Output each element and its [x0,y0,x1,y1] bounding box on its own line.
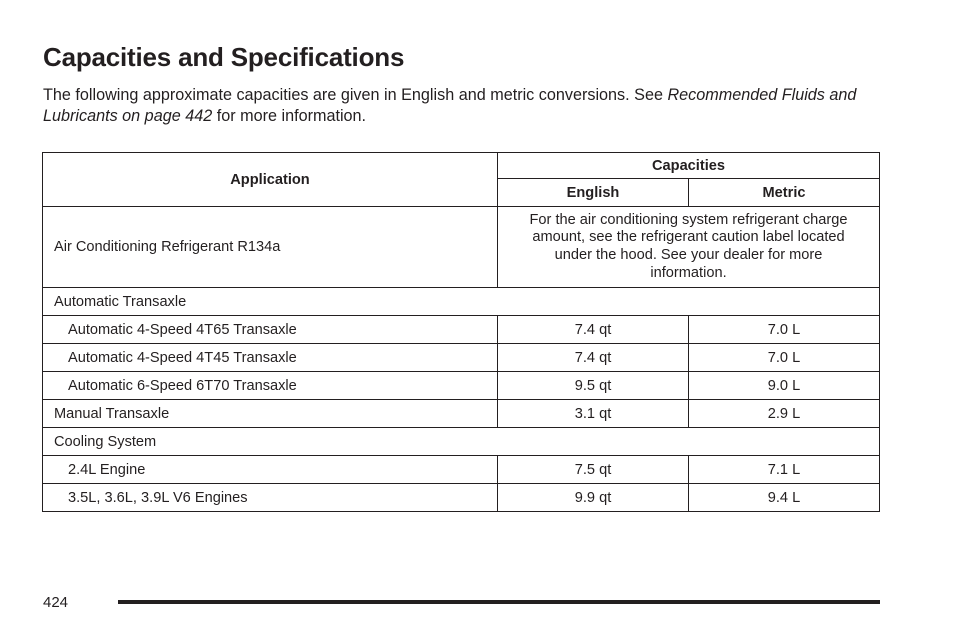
english-cell: 7.4 qt [498,344,689,372]
metric-cell: 2.9 L [689,400,880,428]
metric-cell: 7.0 L [689,316,880,344]
metric-cell: 7.1 L [689,456,880,484]
table-row [43,344,880,372]
intro-paragraph [43,85,873,126]
english-cell: 9.9 qt [498,484,689,512]
application-cell: 3.5L, 3.6L, 3.9L V6 Engines [43,484,498,512]
english-cell: 3.1 qt [498,400,689,428]
table-row [43,400,880,428]
table-row-section [43,428,880,456]
capacities-table [42,152,880,512]
page-title: Capacities and Specifications [43,42,405,72]
metric-cell: 9.4 L [689,484,880,512]
application-cell: Automatic 4-Speed 4T65 Transaxle [43,316,498,344]
header-english: English [498,179,689,207]
page-number: 424 [43,594,69,611]
cross-reference: Recommended Fluids and Lubricants on page 442 [43,86,857,125]
section-label: Cooling System [43,428,880,456]
english-cell: 7.4 qt [498,316,689,344]
header-row [43,153,880,179]
application-cell: Air Conditioning Refrigerant R134a [43,207,498,288]
table-row [43,316,880,344]
section-label: Automatic Transaxle [43,288,880,316]
english-cell: 9.5 qt [498,372,689,400]
footer-rule [118,600,880,604]
english-cell: 7.5 qt [498,456,689,484]
application-cell: Automatic 4-Speed 4T45 Transaxle [43,344,498,372]
table-row-section [43,288,880,316]
table-row [43,484,880,512]
table-row [43,207,880,288]
table-row [43,456,880,484]
application-cell: Automatic 6-Speed 6T70 Transaxle [43,372,498,400]
header-application: Application [43,153,498,207]
capacity-note: For the air conditioning system refrigerant charge amount, see the refrigerant caution label located under the hood. See your dealer for more information. [498,207,880,288]
metric-cell: 7.0 L [689,344,880,372]
table-row [43,372,880,400]
application-cell: 2.4L Engine [43,456,498,484]
application-cell: Manual Transaxle [43,400,498,428]
intro-text: The following approximate capacities are given in English and metric conversions. See [43,86,668,104]
header-capacities: Capacities [498,153,880,179]
header-metric: Metric [689,179,880,207]
metric-cell: 9.0 L [689,372,880,400]
intro-text-end: for more information. [212,106,367,125]
